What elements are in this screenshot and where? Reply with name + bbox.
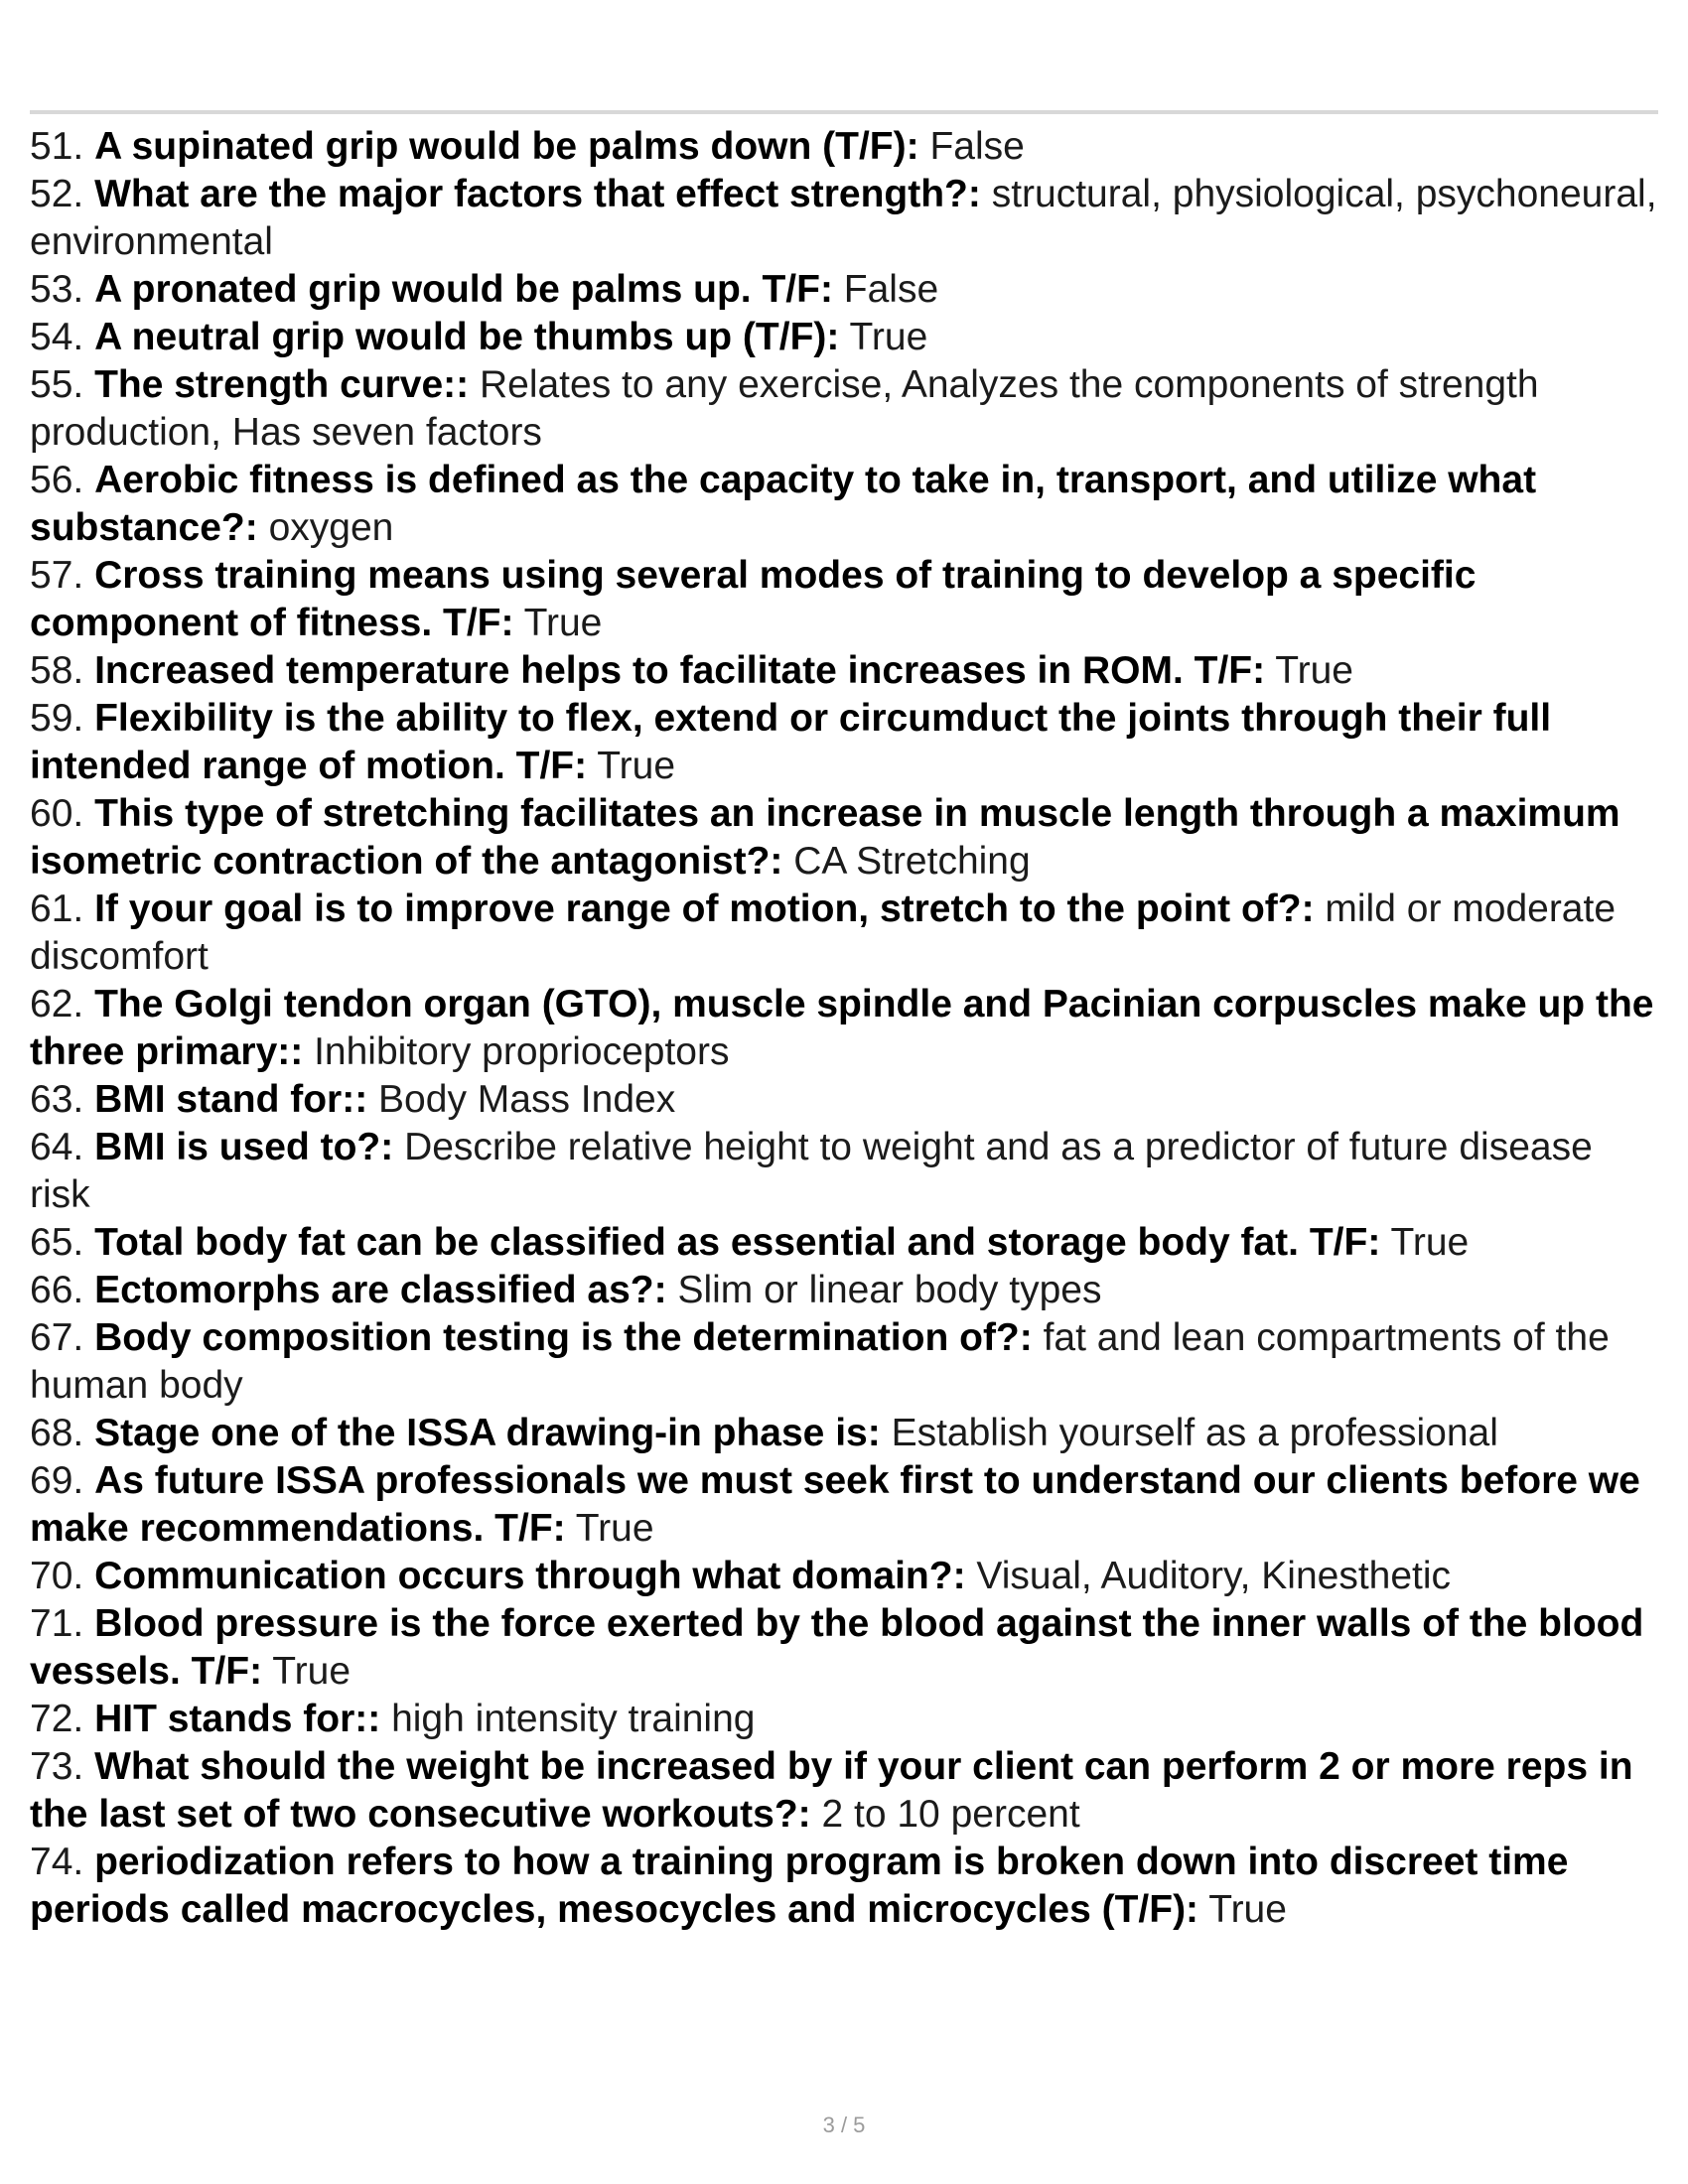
item-answer: high intensity training — [391, 1698, 756, 1740]
item-question: Increased temperature helps to facilitate increases in ROM. T/F: — [94, 649, 1266, 692]
item-number: 69. — [30, 1459, 84, 1502]
qa-item — [30, 457, 1658, 552]
qa-item — [30, 1457, 1658, 1553]
item-number: 70. — [30, 1555, 84, 1597]
page-number: 3 / 5 — [822, 2113, 866, 2137]
item-question: Flexibility is the ability to flex, extend or circumduct the joints through their full intended range of motion. T/F: — [30, 697, 1552, 787]
item-question: HIT stands for:: — [94, 1698, 381, 1740]
item-question: What should the weight be increased by if your client can perform 2 or more reps in the last set of two consecutive workouts?: — [30, 1745, 1633, 1836]
item-question: This type of stretching facilitates an increase in muscle length through a maximum isometric contraction of the antagonist?: — [30, 792, 1620, 883]
item-answer: 2 to 10 percent — [821, 1793, 1080, 1836]
item-answer: mild or moderate discomfort — [30, 887, 1617, 978]
qa-item — [30, 1124, 1658, 1219]
item-question: A supinated grip would be palms down (T/F): — [94, 125, 919, 168]
item-question: A pronated grip would be palms up. T/F: — [94, 268, 833, 311]
qa-item — [30, 171, 1658, 266]
qa-item — [30, 1267, 1658, 1314]
item-answer: True — [523, 602, 603, 644]
item-number: 73. — [30, 1745, 84, 1788]
item-answer: False — [843, 268, 939, 311]
qa-item — [30, 1076, 1658, 1124]
item-number: 52. — [30, 173, 84, 215]
qa-item — [30, 1696, 1658, 1743]
item-number: 61. — [30, 887, 84, 930]
item-answer: fat and lean compartments of the human body — [30, 1316, 1610, 1407]
item-answer: True — [849, 316, 928, 358]
item-answer: Visual, Auditory, Kinesthetic — [976, 1555, 1452, 1597]
item-number: 66. — [30, 1269, 84, 1311]
item-question: Stage one of the ISSA drawing-in phase is: — [94, 1412, 881, 1454]
qa-item — [30, 1219, 1658, 1267]
item-question: Blood pressure is the force exerted by the blood against the inner walls of the blood vessels. T/F: — [30, 1602, 1644, 1693]
item-answer: True — [1275, 649, 1353, 692]
item-question: A neutral grip would be thumbs up (T/F): — [94, 316, 840, 358]
item-answer: structural, physiological, psychoneural, environmental — [30, 173, 1657, 263]
item-answer: True — [272, 1650, 352, 1693]
item-answer: True — [597, 745, 676, 787]
item-question: The Golgi tendon organ (GTO), muscle spindle and Pacinian corpuscles make up the three primary:: — [30, 983, 1654, 1073]
qa-item — [30, 790, 1658, 886]
item-number: 68. — [30, 1412, 84, 1454]
item-answer: Relates to any exercise, Analyzes the components of strength production, Has seven factors — [30, 363, 1539, 454]
item-number: 57. — [30, 554, 84, 597]
item-number: 65. — [30, 1221, 84, 1264]
qa-item — [30, 647, 1658, 695]
qa-item — [30, 1410, 1658, 1457]
qa-item — [30, 1600, 1658, 1696]
item-answer: Slim or linear body types — [677, 1269, 1102, 1311]
qa-item — [30, 266, 1658, 314]
item-question: BMI is used to?: — [94, 1126, 394, 1168]
item-question: Body composition testing is the determination of?: — [94, 1316, 1033, 1359]
qa-item — [30, 1839, 1658, 1934]
item-number: 51. — [30, 125, 84, 168]
qa-item — [30, 1743, 1658, 1839]
item-question: Cross training means using several modes of training to develop a specific component of fitness. T/F: — [30, 554, 1477, 644]
item-question: What are the major factors that effect strength?: — [94, 173, 981, 215]
item-number: 55. — [30, 363, 84, 406]
item-number: 53. — [30, 268, 84, 311]
item-question: Aerobic fitness is defined as the capacity to take in, transport, and utilize what substance?: — [30, 459, 1537, 549]
item-number: 64. — [30, 1126, 84, 1168]
item-answer: False — [929, 125, 1025, 168]
item-answer: Body Mass Index — [378, 1078, 676, 1121]
qa-list — [30, 123, 1658, 1934]
qa-item — [30, 981, 1658, 1076]
item-question: Total body fat can be classified as essential and storage body fat. T/F: — [94, 1221, 1381, 1264]
item-number: 62. — [30, 983, 84, 1025]
item-number: 63. — [30, 1078, 84, 1121]
item-answer: True — [1208, 1888, 1287, 1931]
item-question: Communication occurs through what domain?: — [94, 1555, 966, 1597]
item-answer: Describe relative height to weight and as a predictor of future disease risk — [30, 1126, 1593, 1216]
qa-item — [30, 361, 1658, 457]
item-number: 60. — [30, 792, 84, 835]
item-number: 56. — [30, 459, 84, 501]
item-answer: True — [1390, 1221, 1470, 1264]
item-number: 59. — [30, 697, 84, 740]
qa-item — [30, 552, 1658, 647]
item-question: periodization refers to how a training program is broken down into discreet time periods called macrocycles, mesocycles and microcycles (T/F): — [30, 1841, 1569, 1931]
item-number: 54. — [30, 316, 84, 358]
item-answer: True — [575, 1507, 654, 1550]
qa-item — [30, 314, 1658, 361]
item-number: 72. — [30, 1698, 84, 1740]
item-question: The strength curve:: — [94, 363, 470, 406]
top-divider — [30, 110, 1658, 114]
item-question: Ectomorphs are classified as?: — [94, 1269, 667, 1311]
item-answer: CA Stretching — [793, 840, 1031, 883]
item-number: 71. — [30, 1602, 84, 1645]
qa-item — [30, 123, 1658, 171]
item-number: 67. — [30, 1316, 84, 1359]
qa-item — [30, 1314, 1658, 1410]
item-question: If your goal is to improve range of motion, stretch to the point of?: — [94, 887, 1315, 930]
item-answer: oxygen — [268, 506, 394, 549]
item-answer: Establish yourself as a professional — [891, 1412, 1498, 1454]
qa-item — [30, 886, 1658, 981]
qa-item — [30, 1553, 1658, 1600]
item-question: As future ISSA professionals we must seek first to understand our clients before we make recommendations. T/F: — [30, 1459, 1640, 1550]
item-number: 74. — [30, 1841, 84, 1883]
item-number: 58. — [30, 649, 84, 692]
item-question: BMI stand for:: — [94, 1078, 368, 1121]
qa-item — [30, 695, 1658, 790]
item-answer: Inhibitory proprioceptors — [314, 1030, 730, 1073]
